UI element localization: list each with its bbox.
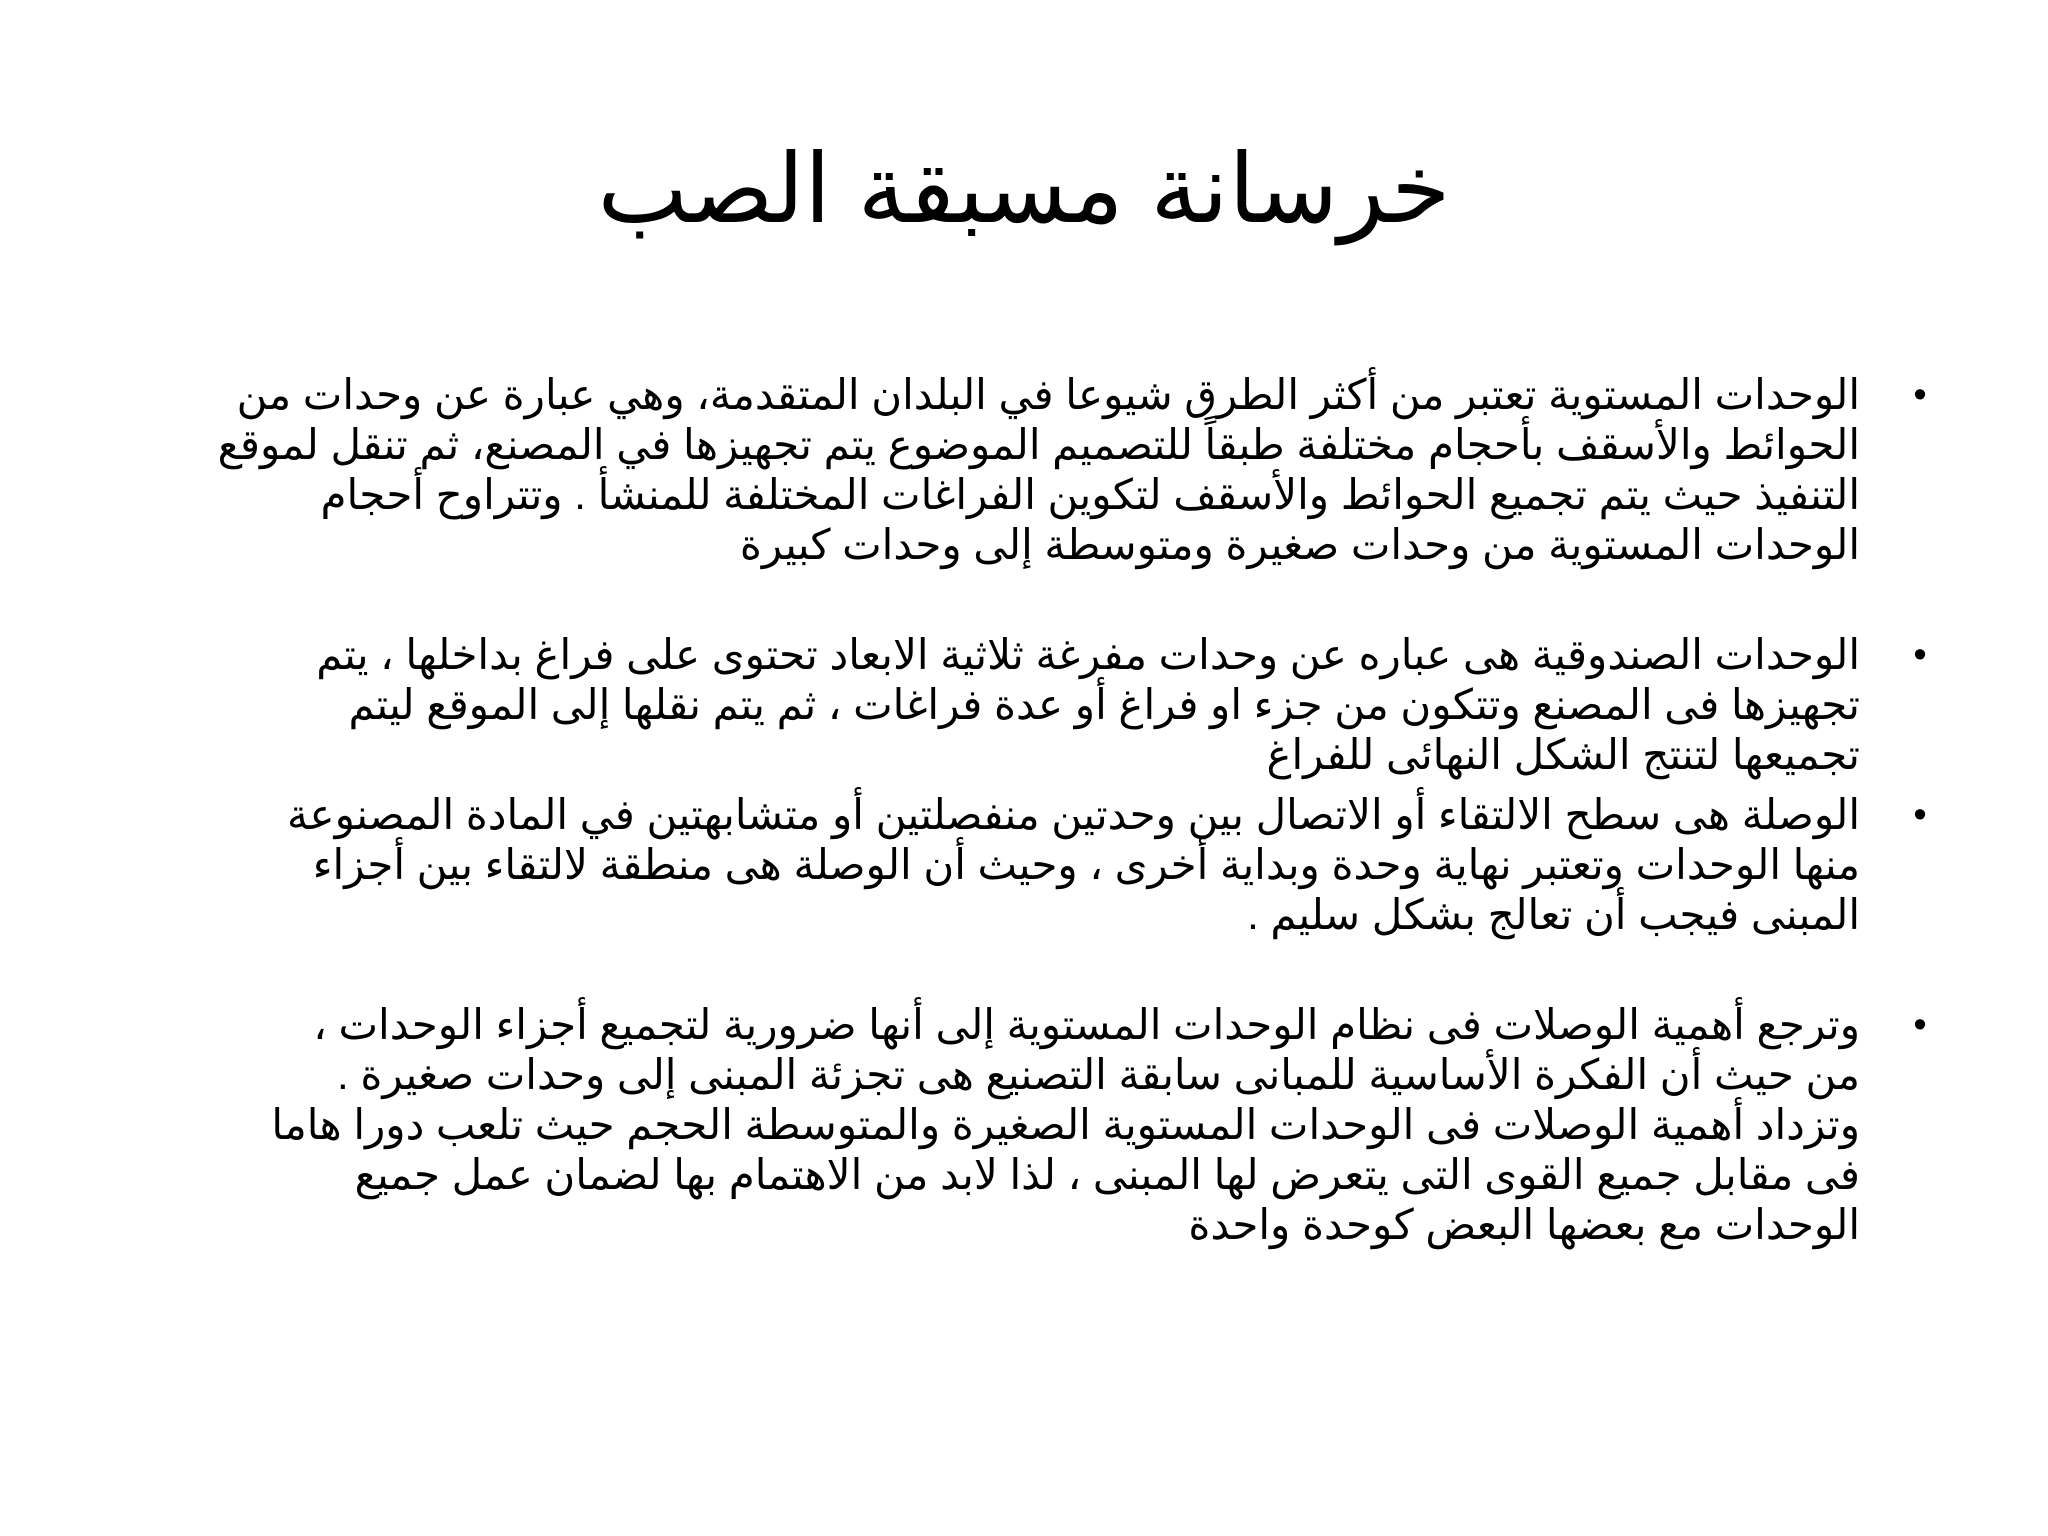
list-item [130,370,1940,570]
bullet-icon: • [1913,1004,1927,1046]
list-item [130,630,1940,780]
text-line: تجميعها لتنتج الشكل النهائى للفراغ [1266,731,1860,778]
text-line: المبنى فيجب أن تعالج بشكل سليم . [1247,891,1860,938]
bullet-icon: • [1913,374,1927,416]
text-line: فى مقابل جميع القوى التى يتعرض لها المبنى ، لذا لابد من الاهتمام بها لضمان عمل جميع [354,1151,1860,1198]
bullet-icon: • [1913,794,1927,836]
text-line: من حيث أن الفكرة الأساسية للمبانى سابقة التصنيع هى تجزئة المبنى إلى وحدات صغيرة . [336,1051,1860,1098]
text-line: الوحدات مع بعضها البعض كوحدة واحدة [1188,1201,1860,1248]
bullet-list [130,370,1940,1250]
list-item [130,1000,1940,1250]
text-line: وترجع أهمية الوصلات فى نظام الوحدات المستوية إلى أنها ضرورية لتجميع أجزاء الوحدات ، [313,1001,1860,1048]
text-line: التنفيذ حيث يتم تجميع الحوائط والأسقف لتكوين الفراغات المختلفة للمنشأ . وتتراوح أحجام [320,471,1860,518]
text-line: الوحدات الصندوقية هى عباره عن وحدات مفرغة ثلاثية الابعاد تحتوى على فراغ بداخلها ، يتم [316,631,1860,678]
text-line: الوحدات المستوية من وحدات صغيرة ومتوسطة إلى وحدات كبيرة [739,521,1860,568]
text-line: تجهيزها فى المصنع وتتكون من جزء او فراغ أو عدة فراغات ، ثم يتم نقلها إلى الموقع ليتم [348,681,1860,728]
text-line: الحوائط والأسقف بأحجام مختلفة طبقاً للتصميم الموضوع يتم تجهيزها في المصنع، ثم تنقل لموقع [217,421,1860,468]
text-line: وتزداد أهمية الوصلات فى الوحدات المستوية الصغيرة والمتوسطة الحجم حيث تلعب دورا هاما [271,1101,1860,1148]
text-line: الوحدات المستوية تعتبر من أكثر الطرق شيوعا في البلدان المتقدمة، وهي عبارة عن وحدات من [236,371,1860,418]
text-line: الوصلة هى سطح الالتقاء أو الاتصال بين وحدتين منفصلتين أو متشابهتين في المادة المصنوعة [287,791,1860,838]
slide-title: خرسانة مسبقة الصب [597,136,1451,243]
text-line: منها الوحدات وتعتبر نهاية وحدة وبداية أخرى ، وحيث أن الوصلة هى منطقة لالتقاء بين أجزاء [312,841,1860,888]
bullet-icon: • [1913,634,1927,676]
list-item [130,790,1940,940]
